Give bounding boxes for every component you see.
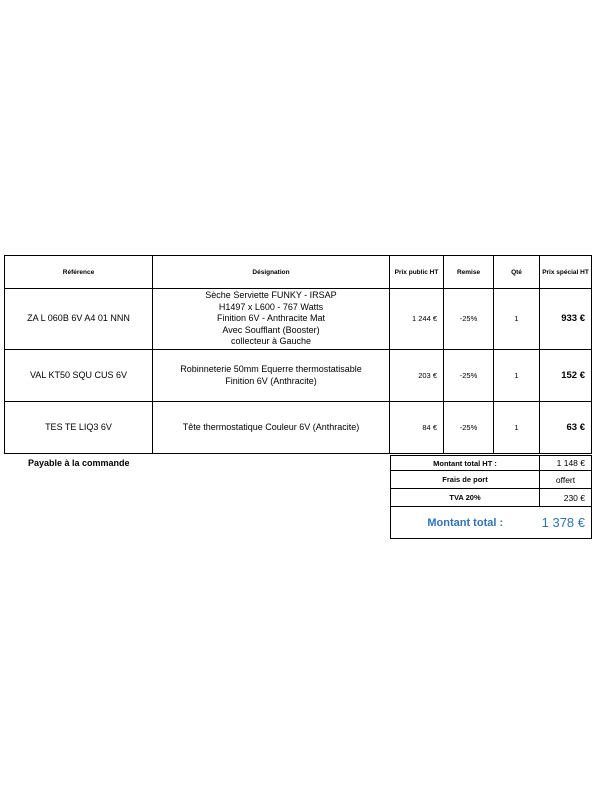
table-row <box>5 350 592 402</box>
grand-total-value: 1 378 € <box>540 507 592 539</box>
tva-value: 230 € <box>540 489 592 507</box>
header-prix-special: Prix spécial HT <box>540 256 592 289</box>
cell-designation <box>153 289 390 350</box>
cell-reference: TES TE LIQ3 6V <box>5 402 153 454</box>
designation-line: Finition 6V - Anthracite Mat <box>216 313 326 324</box>
designation-line: Tête thermostatique Couleur 6V (Anthracite) <box>182 421 360 432</box>
header-reference: Référence <box>5 256 153 289</box>
designation-line: H1497 x L600 - 767 Watts <box>218 301 324 312</box>
header-remise: Remise <box>444 256 494 289</box>
cell-prix-special: 63 € <box>540 402 592 454</box>
designation-line: Finition 6V (Anthracite) <box>225 375 317 386</box>
totals-row-tva <box>391 489 592 507</box>
designation-line: Robinneterie 50mm Equerre thermostatisable <box>180 364 362 374</box>
totals-table <box>390 455 592 539</box>
cell-designation <box>153 350 390 402</box>
payment-note: Payable à la commande <box>28 458 130 468</box>
header-designation: Désignation <box>153 256 390 289</box>
table-row <box>5 402 592 454</box>
cell-prix-public: 1 244 € <box>390 289 444 350</box>
frais-port-label: Frais de port <box>391 471 540 489</box>
header-prix-public: Prix public HT <box>390 256 444 289</box>
cell-qte: 1 <box>494 289 540 350</box>
designation-line: Sèche Serviette FUNKY - IRSAP <box>205 290 337 301</box>
cell-reference: ZA L 060B 6V A4 01 NNN <box>5 289 153 350</box>
montant-ht-value: 1 148 € <box>540 456 592 471</box>
cell-prix-public: 84 € <box>390 402 444 454</box>
frais-port-value: offert <box>540 471 592 489</box>
montant-ht-label: Montant total HT : <box>391 456 540 471</box>
cell-designation <box>153 402 390 454</box>
designation-line: collecteur à Gauche <box>230 336 312 347</box>
grand-total-label: Montant total : <box>391 507 540 539</box>
cell-reference: VAL KT50 SQU CUS 6V <box>5 350 153 402</box>
totals-row-frais-port <box>391 471 592 489</box>
quote-table <box>4 255 592 454</box>
table-header-row <box>5 256 592 289</box>
cell-prix-public: 203 € <box>390 350 444 402</box>
header-qte: Qté <box>494 256 540 289</box>
cell-remise: -25% <box>444 289 494 350</box>
cell-prix-special: 933 € <box>540 289 592 350</box>
cell-remise: -25% <box>444 350 494 402</box>
designation-line: Avec Soufflant (Booster) <box>222 324 320 335</box>
table-row <box>5 289 592 350</box>
totals-row-grand-total <box>391 507 592 539</box>
cell-qte: 1 <box>494 350 540 402</box>
tva-label: TVA 20% <box>391 489 540 507</box>
cell-qte: 1 <box>494 402 540 454</box>
totals-row-montant-ht <box>391 456 592 471</box>
cell-remise: -25% <box>444 402 494 454</box>
cell-prix-special: 152 € <box>540 350 592 402</box>
